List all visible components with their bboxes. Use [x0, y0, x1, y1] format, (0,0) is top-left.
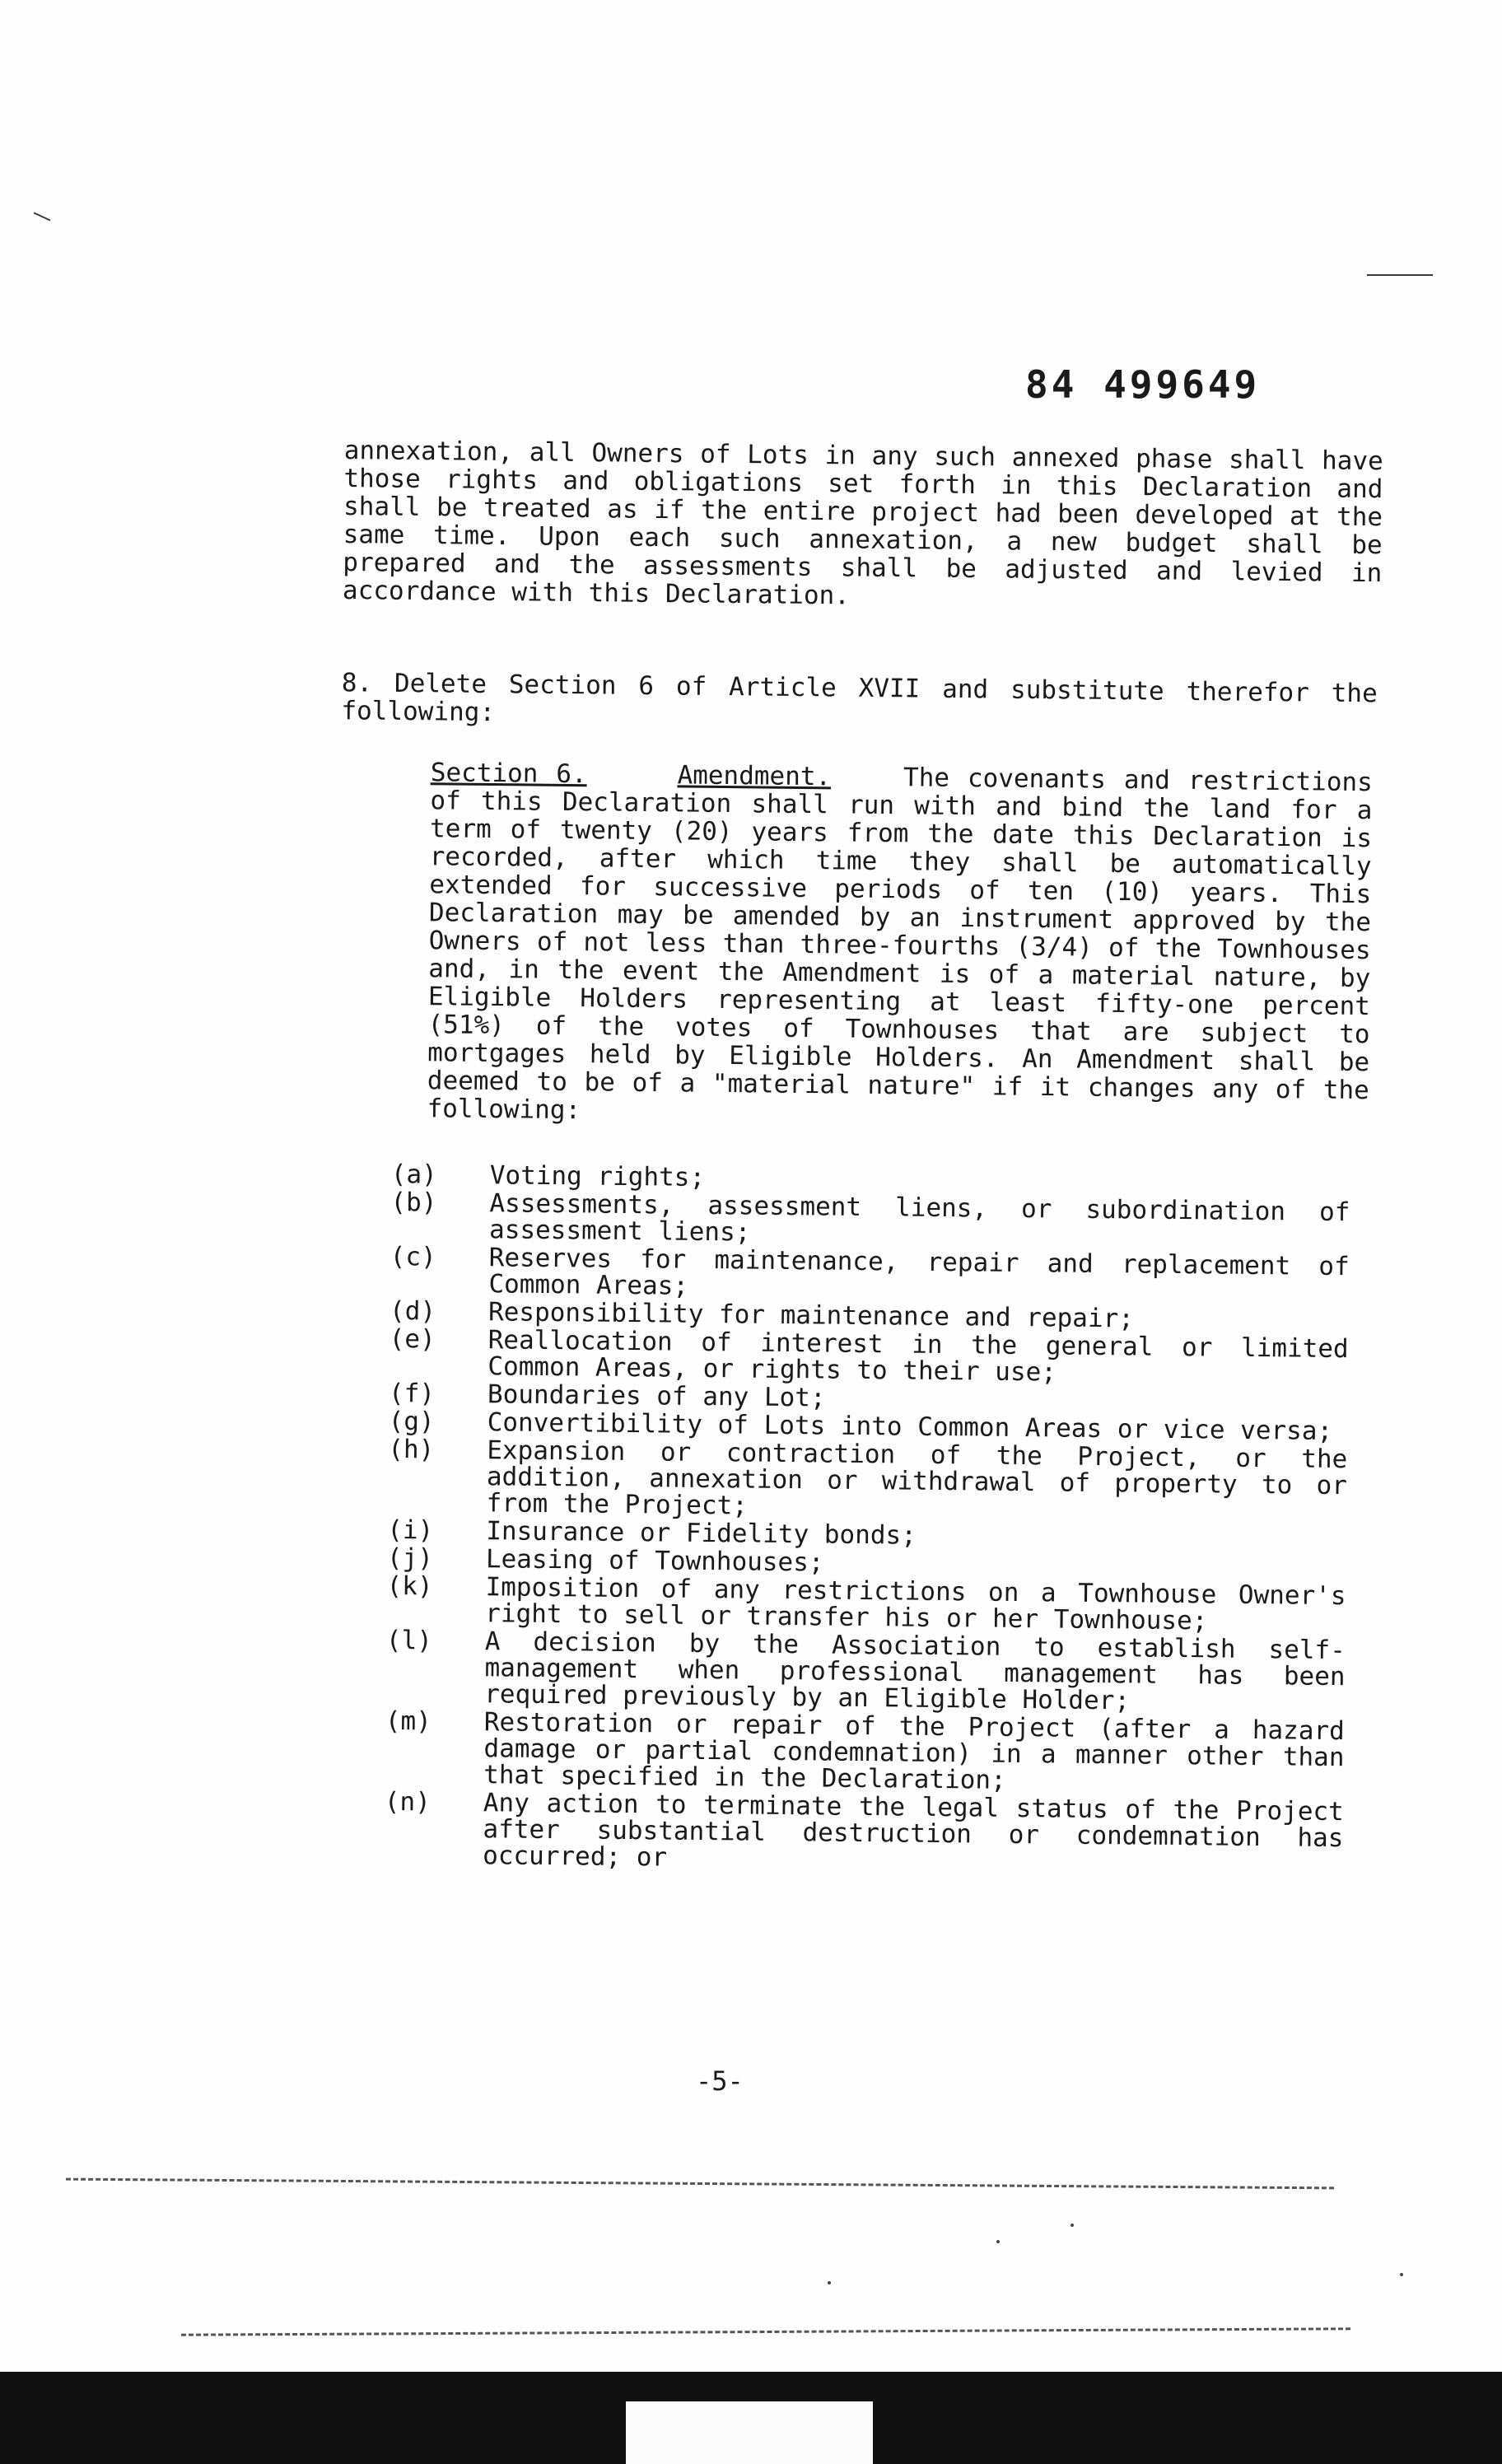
item-text: A decision by the Association to establish self-management when professional management has been required previously by an Eligible Holder; — [484, 1626, 1346, 1716]
paragraph-text: annexation, all Owners of Lots in any such annexed phase shall have those rights and obligations set forth in this Declaration and shall be treated as if the entire project had been developed at the same time. Upon each such annexation, a new budget shall be prepared and the assessments shall be adjusted and levied in accordance with this Declaration. — [342, 436, 1383, 611]
list-item — [389, 1241, 1350, 1306]
item-marker: (n) — [384, 1786, 431, 1818]
item-marker: (e) — [389, 1323, 436, 1355]
item-text: Reserves for maintenance, repair and replacement of Common Areas; — [488, 1243, 1350, 1301]
item-text: Assessments, assessment liens, or subordination of assessment liens; — [488, 1188, 1350, 1248]
section-paragraph — [329, 758, 1373, 1132]
scan-speck — [1400, 2273, 1403, 2276]
item-marker: (l) — [385, 1625, 433, 1656]
scan-speck — [996, 2240, 1000, 2243]
item-text: Imposition of any restrictions on a Townhouse Owner's right to sell or transfer his or her Townhouse; — [485, 1572, 1346, 1636]
section-6-amendment — [329, 758, 1373, 1132]
scan-speck — [1071, 2224, 1074, 2227]
item-marker: (b) — [390, 1187, 437, 1218]
item-marker: (m) — [385, 1706, 432, 1737]
item-text: Restoration or repair of the Project (after a hazard damage or partial condemnation) in a manner other than that specified in the Declaration; — [483, 1707, 1346, 1795]
item-text: Any action to terminate the legal status of the Project after substantial destruction or condemnation has occurred; or — [482, 1788, 1344, 1873]
scan-dash-line — [66, 2178, 1334, 2190]
list-item — [390, 1189, 1350, 1252]
item-marker: (g) — [388, 1406, 435, 1437]
scan-speck — [828, 2281, 831, 2284]
item-text: Voting rights; — [489, 1160, 706, 1192]
item-marker: (a) — [390, 1160, 438, 1190]
page-number: -5- — [696, 2065, 744, 2097]
item-text: Expansion or contraction of the Project, or the addition, annexation or withdrawal of property to or from the Project; — [486, 1435, 1348, 1521]
scan-mark — [34, 212, 51, 221]
section-body: The covenants and restrictions of this Declaration shall run with and bind the land for a term of twenty (20) years from the date this Declaration is recorded, after which time they shall be automatically extended for successive periods of ten (10) years. This Declaration may be amended by an instrument approved by the Owners of not less than three-fourths (3/4) of the Townhouses and, in the event the Amendment is of a material nature, by Eligible Holders representing at least fifty-one percent (51%) of the votes of Townhouses that are subject to mortgages held by Eligible Holders. An Amendment shall be deemed to be of a "material nature" if it changes any of the following: — [427, 763, 1373, 1126]
item-marker: (d) — [389, 1295, 436, 1327]
scan-mark — [1367, 274, 1433, 276]
list-item — [384, 1786, 1344, 1878]
scan-border-gap — [626, 2401, 873, 2464]
item-text: Responsibility for maintenance and repair; — [487, 1297, 1135, 1334]
item-marker: (c) — [389, 1241, 436, 1272]
item-text: Reallocation of interest in the general or limited Common Areas, or rights to their use; — [487, 1325, 1349, 1388]
recording-number: 84 499649 — [1025, 362, 1261, 407]
section-title: Amendment. — [677, 760, 832, 792]
item-text: Boundaries of any Lot; — [487, 1379, 826, 1413]
list-item — [387, 1436, 1347, 1525]
item-marker: (j) — [386, 1542, 434, 1574]
item-marker: (f) — [388, 1378, 436, 1409]
list-item — [386, 1570, 1346, 1636]
instruction-text: 8. Delete Section 6 of Article XVII and substitute therefor the following: — [341, 668, 1378, 728]
item-marker: (k) — [386, 1570, 433, 1602]
amendment-instruction — [168, 667, 1378, 735]
section-heading: Section 6. — [430, 758, 587, 790]
list-item — [389, 1323, 1349, 1388]
item-text: Convertibility of Lots into Common Areas or vice versa; — [487, 1407, 1333, 1446]
list-item — [385, 1627, 1346, 1716]
item-text: Insurance or Fidelity bonds; — [486, 1516, 917, 1551]
item-text: Leasing of Townhouses; — [485, 1544, 824, 1578]
item-marker: (h) — [388, 1434, 435, 1465]
item-marker: (i) — [387, 1514, 434, 1546]
annexation-paragraph — [343, 436, 1383, 615]
material-changes-list — [384, 1161, 1350, 1879]
scan-dash-line — [181, 2327, 1350, 2336]
list-item — [385, 1708, 1345, 1797]
scan-border — [0, 2372, 1502, 2464]
